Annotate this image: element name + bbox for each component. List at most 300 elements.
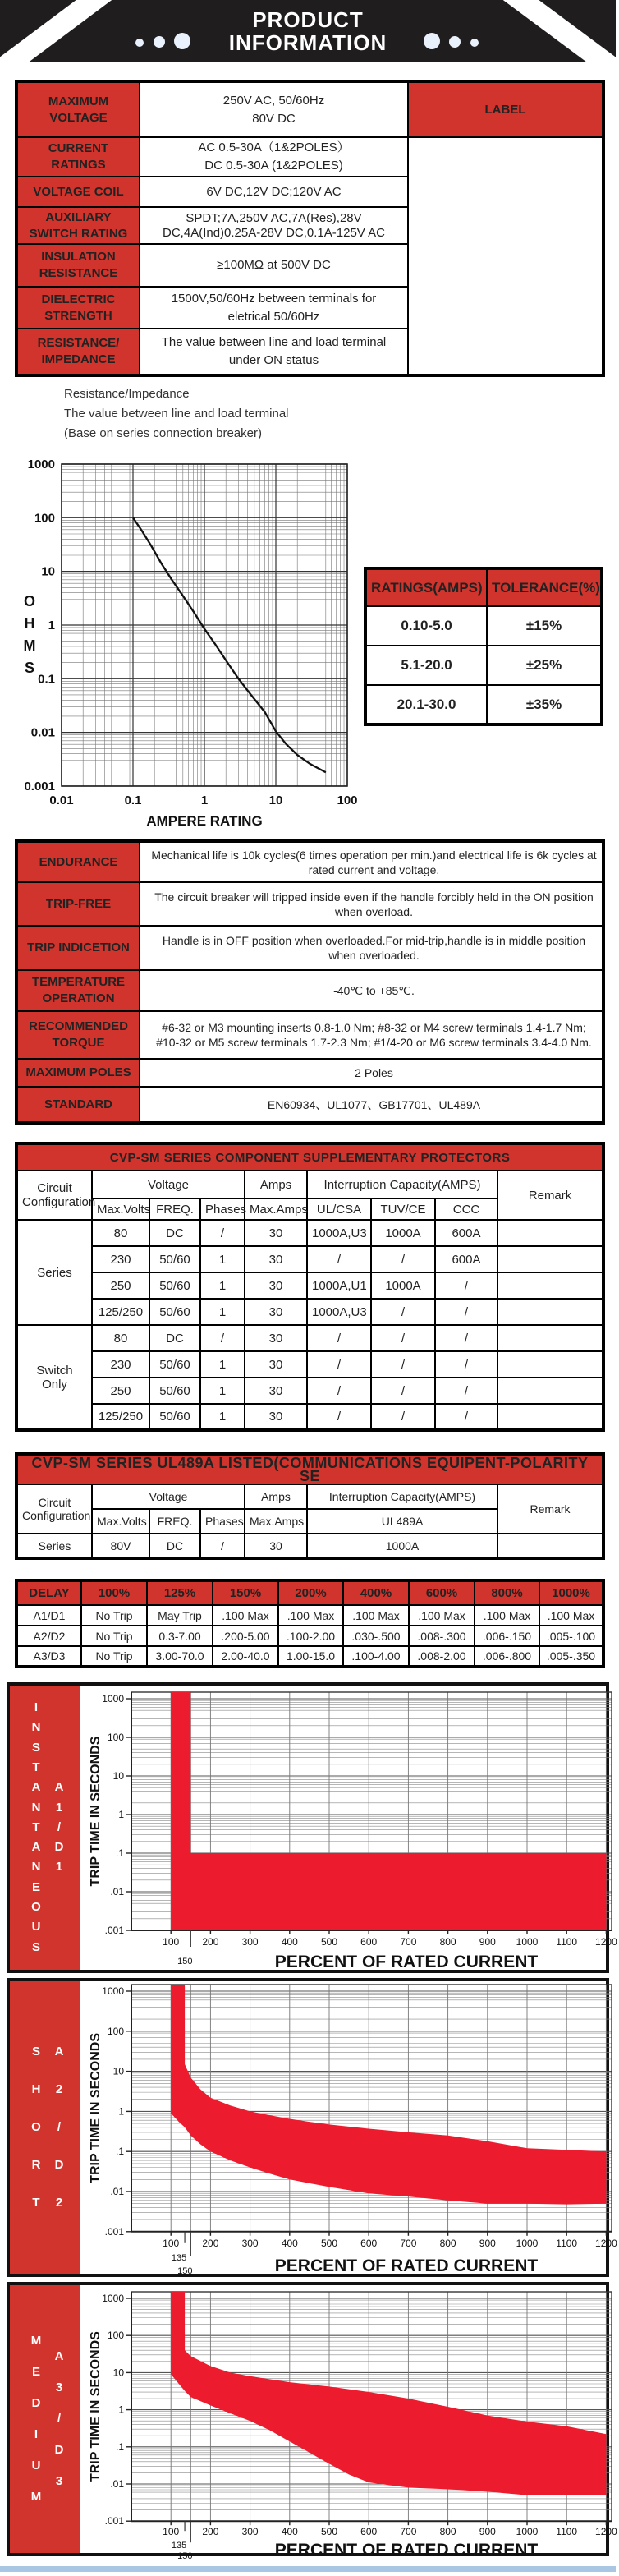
delay-value: .100-4.00 <box>343 1646 409 1667</box>
ul489a-value: Series <box>16 1534 92 1558</box>
sidebar-letter: D <box>54 2443 64 2457</box>
sidebar-word <box>30 1686 43 1970</box>
x-tick-label: 400 <box>281 2526 298 2538</box>
header-sub: UL489A <box>307 1509 497 1534</box>
y-axis-title-letter: S <box>24 660 35 676</box>
spec-value <box>140 137 408 177</box>
component-value: 1000A <box>371 1272 435 1299</box>
sidebar-letter: M <box>30 2334 42 2348</box>
ul489a-value: 80V <box>92 1534 149 1558</box>
component-value: 250 <box>92 1378 149 1404</box>
y-axis-title-letter: H <box>24 615 35 632</box>
component-value: / <box>307 1404 371 1430</box>
spec-label: STANDARD <box>16 1087 140 1123</box>
delay-value: 2.00-40.0 <box>213 1646 278 1667</box>
y-tick-label: .1 <box>115 2440 124 2453</box>
y-tick-label: 1000 <box>102 1693 124 1704</box>
sidebar-letter: 3 <box>55 2474 63 2488</box>
spec-label: RESISTANCE/ IMPEDANCE <box>16 329 140 375</box>
sidebar-letter: S <box>31 1740 40 1755</box>
component-value: / <box>435 1351 497 1378</box>
x-tick-label: 300 <box>241 2237 259 2249</box>
component-value: 30 <box>245 1246 307 1272</box>
header-sub: Max.Volts <box>92 1198 149 1220</box>
y-axis-title: TRIP TIME IN SECONDS <box>89 2032 103 2183</box>
panel-sidebar <box>10 1686 80 1970</box>
sidebar-letter: A <box>54 1780 64 1795</box>
note-line: Resistance/Impedance <box>64 387 190 401</box>
delay-header: 600% <box>409 1580 475 1605</box>
header-sub: Max.Amps <box>245 1509 307 1534</box>
ul489a-value: DC <box>149 1534 200 1558</box>
x-axis-title: PERCENT OF RATED CURRENT <box>274 2541 539 2560</box>
header-sub: FREQ. <box>149 1198 200 1220</box>
spec-value: The circuit breaker will tripped inside even if the handle forcibly held in the ON position when overload. <box>140 882 603 926</box>
component-table-title: CVP-SM SERIES COMPONENT SUPPLEMENTARY PROTECTORS <box>16 1143 603 1171</box>
x-tick-label: 800 <box>439 1936 456 1948</box>
y-tick-label: 100 <box>34 511 55 526</box>
sub-tick-label: 150 <box>177 2266 193 2276</box>
x-tick-label: 1200 <box>595 2526 617 2538</box>
sidebar-letter: T <box>32 2196 40 2210</box>
sidebar-letter: A <box>54 2045 64 2058</box>
trip2-chart <box>86 1985 619 2277</box>
component-value: 30 <box>245 1378 307 1404</box>
component-value <box>497 1378 603 1404</box>
x-axis-title: AMPERE RATING <box>146 813 263 829</box>
y-axis-title: TRIP TIME IN SECONDS <box>89 1736 103 1887</box>
component-value: / <box>435 1378 497 1404</box>
sidebar-letter: 1 <box>55 1800 63 1815</box>
panel-sidebar <box>10 1981 80 2274</box>
header-voltage: Voltage <box>92 1171 245 1198</box>
component-value <box>497 1404 603 1430</box>
delay-value: .100 Max <box>539 1605 603 1626</box>
component-value: 50/60 <box>149 1378 200 1404</box>
cell-line: eletrical 50/60Hz <box>227 309 320 324</box>
y-tick-label: .01 <box>110 1886 124 1898</box>
delay-header: 800% <box>475 1580 539 1605</box>
component-value: 600A <box>435 1220 497 1246</box>
x-tick-label: 500 <box>320 1936 338 1948</box>
sidebar-letter: I <box>34 1700 39 1715</box>
header-remark: Remark <box>497 1484 603 1534</box>
header-circuit-configuration: Circuit Configuration <box>16 1171 92 1220</box>
component-value: 1 <box>200 1404 245 1430</box>
x-tick-label: 900 <box>479 2526 496 2538</box>
x-tick-label: 10 <box>268 793 283 807</box>
component-value <box>497 1325 603 1351</box>
component-value: / <box>371 1351 435 1378</box>
ul489a-table <box>15 1452 605 1560</box>
delay-value: May Trip <box>147 1605 213 1626</box>
header-sub: TUV/CE <box>371 1198 435 1220</box>
component-value <box>497 1351 603 1378</box>
tolerance-value: ±35% <box>487 685 602 724</box>
tolerance-header: RATINGS(AMPS) <box>365 568 487 606</box>
y-tick-label: 1 <box>118 2105 124 2118</box>
component-value: / <box>307 1351 371 1378</box>
label-body-cell <box>408 137 603 375</box>
resistance-note <box>64 384 475 444</box>
x-tick-label: 700 <box>400 2526 417 2538</box>
x-tick-label: 300 <box>241 2526 259 2538</box>
spec-value <box>140 287 408 329</box>
delay-value: No Trip <box>81 1626 147 1646</box>
x-tick-label: 300 <box>241 1936 259 1948</box>
spec-label: TEMPERATURE OPERATION <box>16 970 140 1011</box>
sidebar-letter: E <box>31 2365 40 2379</box>
component-value: 50/60 <box>149 1272 200 1299</box>
component-value: / <box>307 1246 371 1272</box>
header-interruption-capacity: Interruption Capacity(AMPS) <box>307 1171 497 1198</box>
x-tick-label: 200 <box>202 2237 219 2249</box>
component-value: / <box>200 1220 245 1246</box>
header-interruption-capacity: Interruption Capacity(AMPS) <box>307 1484 497 1509</box>
sidebar-code <box>53 1981 66 2274</box>
delay-header: 150% <box>213 1580 278 1605</box>
component-value: 30 <box>245 1220 307 1246</box>
y-tick-label: 10 <box>112 2065 124 2077</box>
component-value: 80 <box>92 1220 149 1246</box>
x-tick-label: 600 <box>360 2237 378 2249</box>
spec-label: AUXILIARY SWITCH RATING <box>16 207 140 244</box>
component-value: 50/60 <box>149 1351 200 1378</box>
cell-line: 1500V,50/60Hz between terminals for <box>171 291 377 306</box>
x-tick-label: 1000 <box>516 2237 539 2249</box>
spec-value <box>140 81 408 137</box>
note-line: The value between line and load terminal <box>64 407 289 421</box>
component-value: 1000A,U3 <box>307 1299 371 1325</box>
x-tick-label: 500 <box>320 2526 338 2538</box>
delay-header: 125% <box>147 1580 213 1605</box>
sub-tick-label: 150 <box>177 1957 193 1966</box>
panel-sidebar <box>10 2285 80 2553</box>
x-tick-label: 200 <box>202 1936 219 1948</box>
component-value: 50/60 <box>149 1246 200 1272</box>
spec-label: DIELECTRIC STRENGTH <box>16 287 140 329</box>
x-tick-label: 500 <box>320 2237 338 2249</box>
spec-value: EN60934、UL1077、GB17701、UL489A <box>140 1087 603 1123</box>
sidebar-letter: A <box>54 2349 64 2363</box>
y-tick-label: 100 <box>107 2330 124 2342</box>
cell-line: DC,4A(Ind)0.25A-28V DC,0.1A-125V AC <box>163 225 385 240</box>
delay-value: .100-2.00 <box>278 1626 343 1646</box>
sidebar-letter: 2 <box>55 2082 63 2096</box>
spec-table-mechanical <box>15 840 605 1125</box>
y-tick-label: 10 <box>112 2367 124 2379</box>
sidebar-letter: N <box>31 1720 41 1735</box>
component-value: 1 <box>200 1246 245 1272</box>
header-sub: FREQ. <box>149 1509 200 1534</box>
spec-label: RECOMMENDED TORQUE <box>16 1011 140 1059</box>
component-value: / <box>435 1299 497 1325</box>
delay-value: .100 Max <box>278 1605 343 1626</box>
delay-header: 400% <box>343 1580 409 1605</box>
y-tick-label: .1 <box>115 2146 124 2158</box>
spec-label: CURRENT RATINGS <box>16 137 140 177</box>
sidebar-letter: U <box>31 2459 41 2472</box>
component-value: 1000A,U1 <box>307 1272 371 1299</box>
spec-value: -40℃ to +85℃. <box>140 970 603 1011</box>
sidebar-letter: / <box>57 1819 62 1834</box>
y-tick-label: .001 <box>104 1925 124 1936</box>
ul489a-table-title: CVP-SM SERIES UL489A LISTED(COMMUNICATIONS EQUIPENT-POLARITY SE <box>16 1454 603 1484</box>
y-tick-label: 0.001 <box>24 779 55 794</box>
delay-value: A2/D2 <box>16 1626 81 1646</box>
sidebar-letter: M <box>30 2490 42 2504</box>
sidebar-letter: E <box>31 1879 40 1894</box>
sidebar-letter: T <box>32 1760 40 1774</box>
sub-tick-label: 135 <box>171 2541 187 2551</box>
component-value: 50/60 <box>149 1299 200 1325</box>
cell-line: DC 0.5-30A (1&2POLES) <box>204 159 343 172</box>
spec-label: TRIP-FREE <box>16 882 140 926</box>
component-value: 125/250 <box>92 1404 149 1430</box>
delay-value: No Trip <box>81 1605 147 1626</box>
x-tick-label: 800 <box>439 2237 456 2249</box>
sidebar-letter: N <box>31 1800 41 1815</box>
delay-header: DELAY <box>16 1580 81 1605</box>
header-amps: Amps <box>245 1171 307 1198</box>
spec-label: MAXIMUM VOLTAGE <box>16 81 140 137</box>
sidebar-letter: I <box>34 2427 39 2441</box>
y-tick-label: .1 <box>115 1847 124 1859</box>
spec-label: ENDURANCE <box>16 841 140 882</box>
component-value: 50/60 <box>149 1404 200 1430</box>
y-tick-label: .01 <box>110 2186 124 2197</box>
sidebar-letter: O <box>31 2120 41 2134</box>
component-value: / <box>371 1246 435 1272</box>
data-band <box>171 2292 606 2496</box>
delay-value: .200-5.00 <box>213 1626 278 1646</box>
y-tick-label: 100 <box>107 2025 124 2037</box>
page-title <box>0 0 616 62</box>
x-tick-label: 400 <box>281 1936 298 1948</box>
y-tick-label: 10 <box>41 564 55 579</box>
header-remark: Remark <box>497 1171 603 1220</box>
y-tick-label: 100 <box>107 1732 124 1743</box>
page-title-line1: PRODUCT <box>252 7 364 32</box>
x-tick-label: 600 <box>360 2526 378 2538</box>
sidebar-word <box>30 2285 43 2553</box>
data-band <box>171 1985 606 2205</box>
x-tick-label: 1200 <box>595 1936 617 1948</box>
sidebar-letter: N <box>31 1860 41 1874</box>
component-value: 30 <box>245 1325 307 1351</box>
component-value: 30 <box>245 1404 307 1430</box>
ul489a-value: 1000A <box>307 1534 497 1558</box>
tolerance-value: 20.1-30.0 <box>365 685 487 724</box>
ul489a-value: 30 <box>245 1534 307 1558</box>
cell-line: ≥100MΩ at 500V DC <box>217 258 331 272</box>
sub-tick-label: 135 <box>171 2252 187 2263</box>
sidebar-letter: / <box>57 2412 62 2426</box>
tolerance-value: ±25% <box>487 646 602 685</box>
component-value: 30 <box>245 1299 307 1325</box>
cell-line: 6V DC,12V DC;120V AC <box>206 184 342 199</box>
group-name: Switch Only <box>16 1325 92 1430</box>
x-tick-label: 200 <box>202 2526 219 2538</box>
header-sub: Phases <box>200 1509 245 1534</box>
spec-label: TRIP INDICETION <box>16 926 140 970</box>
y-axis-title-letter: O <box>23 593 36 610</box>
delay-value: A3/D3 <box>16 1646 81 1667</box>
spec-value <box>140 244 408 287</box>
sidebar-letter: O <box>31 1900 41 1915</box>
component-value: 1 <box>200 1272 245 1299</box>
component-value: / <box>371 1404 435 1430</box>
x-tick-label: 1100 <box>556 1936 578 1948</box>
ul489a-value: / <box>200 1534 245 1558</box>
component-value: / <box>371 1299 435 1325</box>
x-tick-label: 100 <box>163 2237 180 2249</box>
x-axis-title: PERCENT OF RATED CURRENT <box>274 1953 539 1971</box>
x-tick-label: 800 <box>439 2526 456 2538</box>
sidebar-letter: 2 <box>55 2196 63 2210</box>
component-value: 30 <box>245 1351 307 1378</box>
tolerance-value: ±15% <box>487 606 602 646</box>
spec-value: #6-32 or M3 mounting inserts 0.8-1.0 Nm; #8-32 or M4 screw terminals 1.4-1.7 Nm; #10-32 or M5 screw terminals 1.7-2.3 Nm; #1/4-20 or M6 screw terminals 3.4-4.0 Nm. <box>140 1011 603 1059</box>
component-value: 600A <box>435 1246 497 1272</box>
y-tick-label: 1 <box>118 1809 124 1820</box>
trip-chart-panel-short <box>7 1978 617 2277</box>
component-value: / <box>371 1378 435 1404</box>
component-value: DC <box>149 1325 200 1351</box>
delay-value: .008-2.00 <box>409 1646 475 1667</box>
header-sub: Max.Volts <box>92 1509 149 1534</box>
sidebar-letter: D <box>31 2396 41 2410</box>
delay-value: .005-.350 <box>539 1646 603 1667</box>
component-protectors-table <box>15 1142 605 1432</box>
component-value <box>497 1246 603 1272</box>
x-tick-label: 1100 <box>556 2526 578 2538</box>
x-tick-label: 1200 <box>595 2237 617 2249</box>
y-tick-label: 1000 <box>102 2293 124 2304</box>
component-value: 1 <box>200 1378 245 1404</box>
tolerance-value: 5.1-20.0 <box>365 646 487 685</box>
component-value: 230 <box>92 1246 149 1272</box>
trip3-chart <box>86 2288 619 2562</box>
sidebar-word <box>30 1981 43 2274</box>
delay-value: .005-.100 <box>539 1626 603 1646</box>
spec-value <box>140 207 408 244</box>
delay-value: .100 Max <box>475 1605 539 1626</box>
tolerance-value: 0.10-5.0 <box>365 606 487 646</box>
delay-value: 0.3-7.00 <box>147 1626 213 1646</box>
y-axis-title-letter: M <box>23 637 36 654</box>
spec-value <box>140 177 408 207</box>
header-sub: Phases <box>200 1198 245 1220</box>
component-value: / <box>371 1325 435 1351</box>
header-sub: CCC <box>435 1198 497 1220</box>
delay-value: .100 Max <box>213 1605 278 1626</box>
component-value: 1 <box>200 1351 245 1378</box>
sidebar-letter: A <box>31 1840 41 1855</box>
trip1-chart <box>86 1689 619 1973</box>
sidebar-letter: H <box>31 2082 41 2096</box>
banner <box>0 0 616 62</box>
x-tick-label: 1000 <box>516 2526 539 2538</box>
component-value <box>497 1272 603 1299</box>
x-tick-label: 400 <box>281 2237 298 2249</box>
y-tick-label: 0.01 <box>30 725 55 740</box>
x-tick-label: 100 <box>163 2526 180 2538</box>
y-tick-label: .001 <box>104 2515 124 2528</box>
x-tick-label: 900 <box>479 1936 496 1948</box>
sidebar-letter: T <box>32 1819 40 1834</box>
delay-value: .100 Max <box>343 1605 409 1626</box>
footer-accent-bar <box>0 2566 616 2572</box>
data-curve <box>133 518 326 772</box>
cell-line: SPDT;7A,250V AC,7A(Res),28V <box>186 210 362 225</box>
header-amps: Amps <box>245 1484 307 1509</box>
cell-line: under ON status <box>228 353 319 367</box>
x-tick-label: 900 <box>479 2237 496 2249</box>
sidebar-letter: U <box>31 1920 41 1934</box>
sidebar-letter: R <box>31 2158 41 2172</box>
header-sub: UL/CSA <box>307 1198 371 1220</box>
component-value <box>497 1299 603 1325</box>
y-tick-label: .001 <box>104 2225 124 2238</box>
y-tick-label: 1000 <box>27 458 55 472</box>
spec-table-electrical <box>15 80 605 377</box>
component-value: / <box>435 1404 497 1430</box>
x-tick-label: 700 <box>400 1936 417 1948</box>
trip-chart-panel-medium <box>7 2282 617 2562</box>
spec-value <box>140 329 408 375</box>
delay-value: .006-.150 <box>475 1626 539 1646</box>
delay-header: 1000% <box>539 1580 603 1605</box>
header-voltage: Voltage <box>92 1484 245 1509</box>
spec-label: MAXIMUM POLES <box>16 1059 140 1087</box>
header-sub: Max.Amps <box>245 1198 307 1220</box>
delay-value: .008-.300 <box>409 1626 475 1646</box>
sidebar-letter: 1 <box>55 1860 63 1874</box>
delay-value: .030-.500 <box>343 1626 409 1646</box>
y-tick-label: 0.1 <box>38 672 55 687</box>
x-tick-label: 100 <box>337 793 358 807</box>
x-axis-title: PERCENT OF RATED CURRENT <box>274 2256 539 2275</box>
component-value: 80 <box>92 1325 149 1351</box>
component-value: DC <box>149 1220 200 1246</box>
cell-line: 250V AC, 50/60Hz <box>222 93 325 108</box>
y-axis-title: TRIP TIME IN SECONDS <box>89 2331 103 2482</box>
x-tick-label: 0.1 <box>124 793 142 807</box>
delay-value: .006-.800 <box>475 1646 539 1667</box>
sidebar-letter: / <box>57 2120 62 2134</box>
delay-header: 200% <box>278 1580 343 1605</box>
component-value: 230 <box>92 1351 149 1378</box>
x-tick-label: 1 <box>200 793 209 807</box>
delay-value: A1/D1 <box>16 1605 81 1626</box>
sub-tick-label: 150 <box>177 2551 193 2562</box>
component-value: 125/250 <box>92 1299 149 1325</box>
y-tick-label: 1000 <box>102 1985 124 1997</box>
component-value <box>497 1220 603 1246</box>
tolerance-table <box>364 567 603 726</box>
note-line: (Base on series connection breaker) <box>64 426 262 440</box>
label-header: LABEL <box>408 81 603 137</box>
component-value: 1000A <box>371 1220 435 1246</box>
sidebar-letter: A <box>31 1780 41 1795</box>
trip-chart-panel-instantaneous <box>7 1682 617 1973</box>
delay-table <box>15 1579 605 1668</box>
component-value: / <box>200 1325 245 1351</box>
group-name: Series <box>16 1220 92 1325</box>
spec-value: Mechanical life is 10k cycles(6 times operation per min.)and electrical life is 6k cycles at rated current and voltage. <box>140 841 603 882</box>
component-value: / <box>307 1325 371 1351</box>
